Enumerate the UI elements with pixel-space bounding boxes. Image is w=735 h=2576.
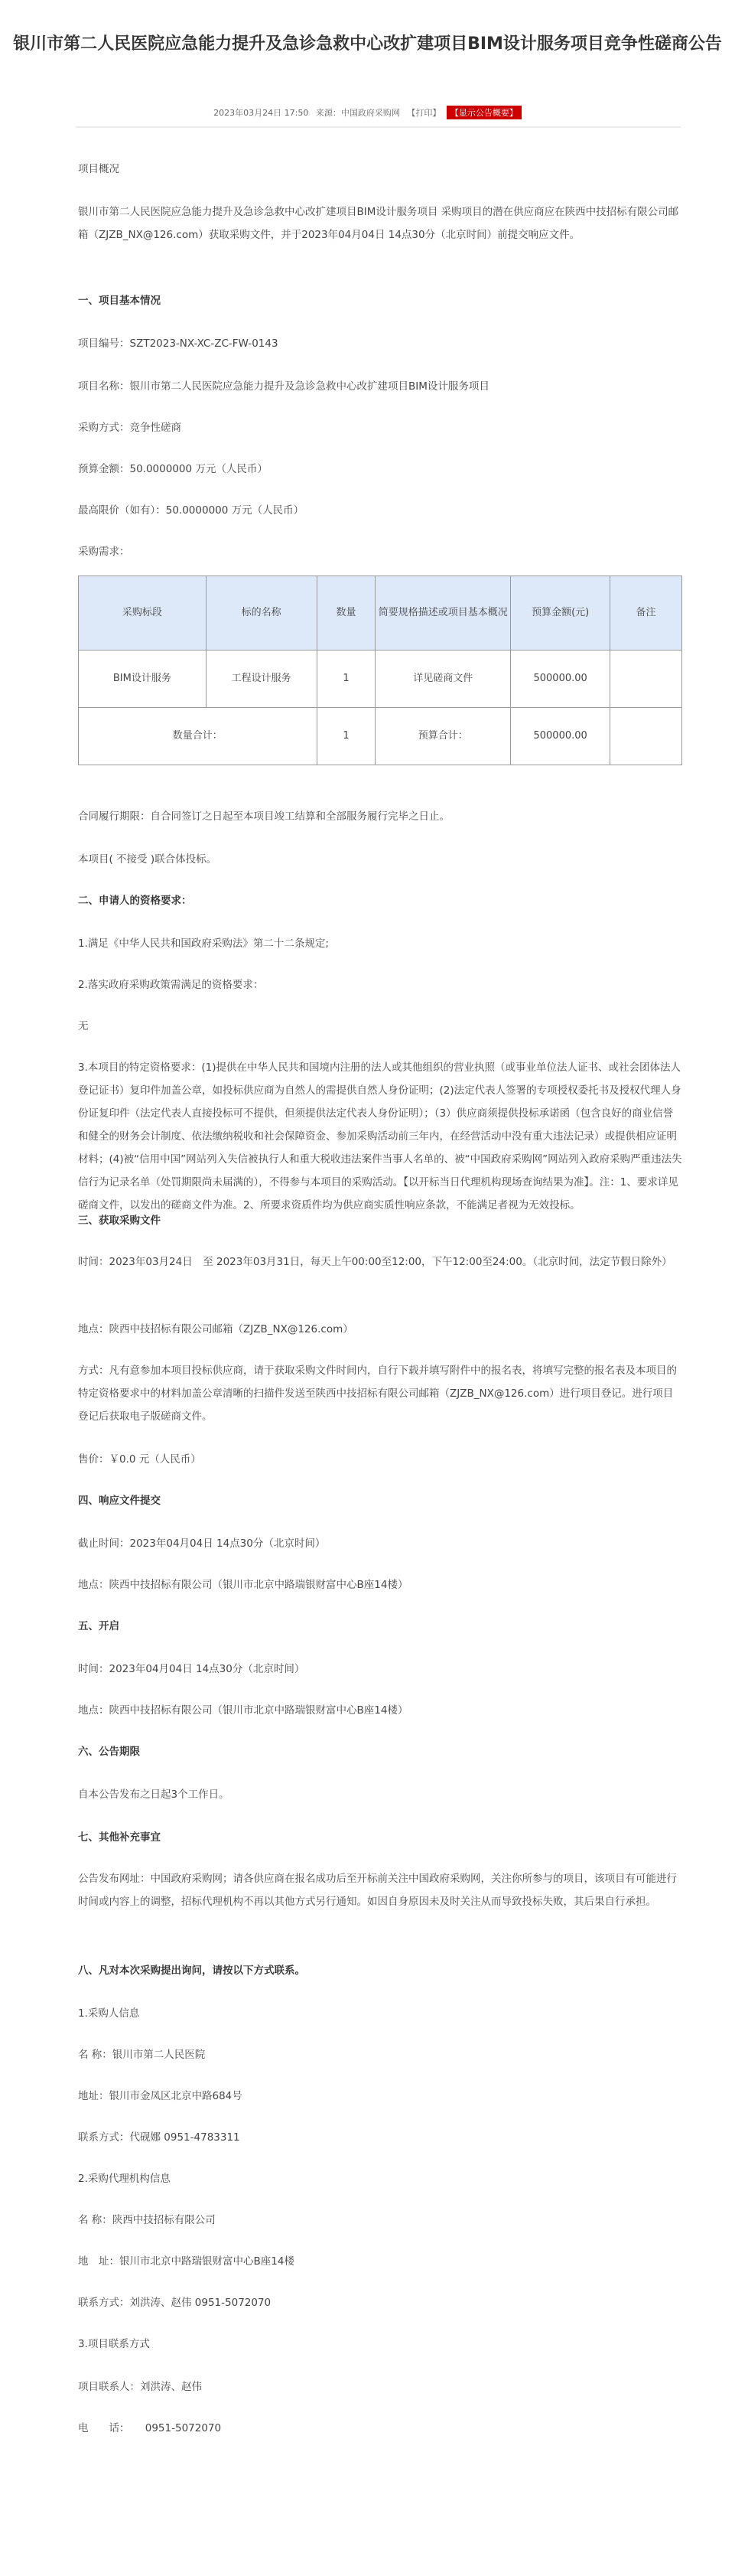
overview-heading: 项目概况 (78, 163, 119, 175)
meta-line (0, 106, 735, 119)
budget-amount: 预算金额：50.0000000 万元（人民币） (78, 463, 268, 475)
section-1-heading: 一、项目基本情况 (78, 295, 161, 307)
source-link[interactable]: 中国政府采购网 (340, 108, 400, 118)
table-header-row (79, 576, 682, 651)
get-method: 方式：凡有意参加本项目投标供应商，请于获取采购文件时间内，自行下载并填写附件中的报名表，将填写完整的报名表及本项目的特定资格要求中的材料加盖公章清晰的扫描件发送至陕西中技招标有限公司邮箱（ZJZB_NX@126.com）进行项目登记。进行项目登记后获取电子版磋商文件。 (78, 1365, 677, 1423)
overview-text: 银川市第二人民医院应急能力提升及急诊急救中心改扩建项目BIM设计服务项目 采购项目的潜在供应商应在陕西中技招标有限公司邮箱（ZJZB_NX@126.com）获取采购文件，并于2023年04月04日 14点30分（北京时间）前提交响应文件。 (78, 206, 679, 241)
document-price: 售价：￥0.0 元（人民币） (78, 1453, 201, 1466)
agency-contact: 联系方式：刘洪涛、赵伟 0951-5072070 (78, 2297, 272, 2309)
other-notes: 公告发布网址：中国政府采购网；请各供应商在报名成功后至开标前关注中国政府采购网，关注你所参与的项目，该项目有可能进行时间或内容上的调整，招标代理机构不再以其他方式另行通知。如因自身原因未及时关注从而导致投标失败，其后果自行承担。 (78, 1873, 677, 1908)
purchaser-name: 名 称：银川市第二人民医院 (78, 2049, 206, 2061)
table-header-cell: 标的名称 (206, 576, 317, 651)
section-5-heading: 五、开启 (78, 1620, 119, 1632)
page-title: 银川市第二人民医院应急能力提升及急诊急救中心改扩建项目BIM设计服务项目竞争性磋商公告 (13, 34, 722, 54)
purchaser-heading: 1.采购人信息 (78, 2007, 140, 2020)
submit-place: 地点：陕西中技招标有限公司（银川市北京中路瑞银财富中心B座14楼） (78, 1579, 408, 1591)
table-header-cell: 数量 (317, 576, 376, 651)
section-4-heading: 四、响应文件提交 (78, 1495, 161, 1507)
table-header-cell: 备注 (610, 576, 682, 651)
total-budget: 500000.00 (511, 708, 610, 765)
purchaser-contact: 联系方式：代砚娜 0951-4783311 (78, 2131, 240, 2144)
table-cell: 详见磋商文件 (376, 651, 511, 708)
section-6-heading: 六、公告期限 (78, 1746, 140, 1758)
announcement-period: 自本公告发布之日起3个工作日。 (78, 1789, 229, 1801)
total-note (610, 708, 682, 765)
table-header-cell: 预算金额(元) (511, 576, 610, 651)
project-contact-person: 项目联系人：刘洪涛、赵伟 (78, 2381, 202, 2393)
project-contact-phone: 电 话： 0951-5072070 (78, 2422, 222, 2434)
total-qty-label: 数量合计： (79, 708, 317, 765)
agency-address: 地 址：银川市北京中路瑞银财富中心B座14楼 (78, 2255, 294, 2268)
max-price: 最高限价（如有）：50.0000000 万元（人民币） (78, 504, 304, 517)
summary-toggle-button[interactable]: 【显示公告概要】 (447, 106, 522, 119)
total-qty: 1 (317, 708, 376, 765)
requirement-table (78, 576, 682, 765)
section-3-heading: 三、获取采购文件 (78, 1215, 161, 1227)
table-total-row (79, 708, 682, 765)
project-number: 项目编号：SZT2023-NX-XC-ZC-FW-0143 (78, 337, 278, 350)
table-row (79, 651, 682, 708)
section-8-heading: 八、凡对本次采购提出询问，请按以下方式联系。 (78, 1965, 305, 1977)
table-header-cell: 简要规格描述或项目基本概况 (376, 576, 511, 651)
get-place: 地点：陕西中技招标有限公司邮箱（ZJZB_NX@126.com） (78, 1323, 353, 1335)
section-7-heading: 七、其他补充事宜 (78, 1831, 161, 1844)
procurement-method: 采购方式：竞争性磋商 (78, 422, 181, 434)
source-label: 来源： (315, 108, 341, 118)
open-time: 时间：2023年04月04日 14点30分（北京时间） (78, 1663, 305, 1675)
agency-name: 名 称：陕西中技招标有限公司 (78, 2214, 216, 2226)
submit-deadline: 截止时间：2023年04月04日 14点30分（北京时间） (78, 1537, 326, 1550)
total-budget-label: 预算合计： (376, 708, 511, 765)
get-time: 时间：2023年03月24日 至 2023年03月31日，每天上午00:00至12:00，下午12:00至24:00。（北京时间，法定节假日除外） (78, 1256, 672, 1268)
section-2-heading: 二、申请人的资格要求： (78, 895, 192, 907)
purchaser-address: 地址：银川市金凤区北京中路684号 (78, 2090, 242, 2102)
qualification-2-value: 无 (78, 1020, 89, 1032)
qualification-3: 3.本项目的特定资格要求：(1)提供在中华人民共和国境内注册的法人或其他组织的营业执照（或事业单位法人证书、或社会团体法人登记证书）复印件加盖公章，如投标供应商为自然人的需提供自然人身份证明；(2)法定代表人签署的专项授权委托书及授权代理人身份证复印件（法定代表人直接投标可不提供，但须提供法定代表人身份证明）；（3）供应商须提供投标承诺函（包含良好的商业信誉和健全的财务会计制度、依法缴纳税收和社会保障资金、参加采购活动前三年内，在经营活动中没有重大违法记录）或提供相应证明材料；(4)被“信用中国”网站列入失信被执行人和重大税收违法案件当事人名单的、被“中国政府采购网”网站列入政府采购严重违法失信行为记录名单（处罚期限尚未届满的），不得参与本项目的采购活动。【以开标当日代理机构现场查询结果为准】。注：1、要求详见磋商文件，以发出的磋商文件为准。2、所要求资质件均为供应商实质性响应条款，不能满足者视为无效投标。 (78, 1061, 682, 1211)
project-name: 项目名称：银川市第二人民医院应急能力提升及急诊急救中心改扩建项目BIM设计服务项目 (78, 380, 489, 393)
table-cell (610, 651, 682, 708)
table-cell: BIM设计服务 (79, 651, 207, 708)
requirement-label: 采购需求： (78, 546, 130, 558)
contract-period: 合同履行期限：自合同签订之日起至本项目竣工结算和全部服务履行完毕之日止。 (78, 810, 450, 823)
qualification-2: 2.落实政府采购政策需满足的资格要求： (78, 979, 264, 991)
open-place: 地点：陕西中技招标有限公司（银川市北京中路瑞银财富中心B座14楼） (78, 1704, 408, 1717)
consortium-note: 本项目( 不接受 )联合体投标。 (78, 853, 217, 866)
table-cell: 1 (317, 651, 376, 708)
qualification-1: 1.满足《中华人民共和国政府采购法》第二十二条规定; (78, 937, 329, 950)
publish-date: 2023年03月24日 17:50 (213, 108, 309, 118)
table-header-cell: 采购标段 (79, 576, 207, 651)
table-cell: 工程设计服务 (206, 651, 317, 708)
agency-heading: 2.采购代理机构信息 (78, 2173, 171, 2185)
table-cell: 500000.00 (511, 651, 610, 708)
title-divider (76, 126, 681, 128)
project-contact-heading: 3.项目联系方式 (78, 2338, 150, 2350)
print-link[interactable]: 【打印】 (407, 108, 441, 118)
